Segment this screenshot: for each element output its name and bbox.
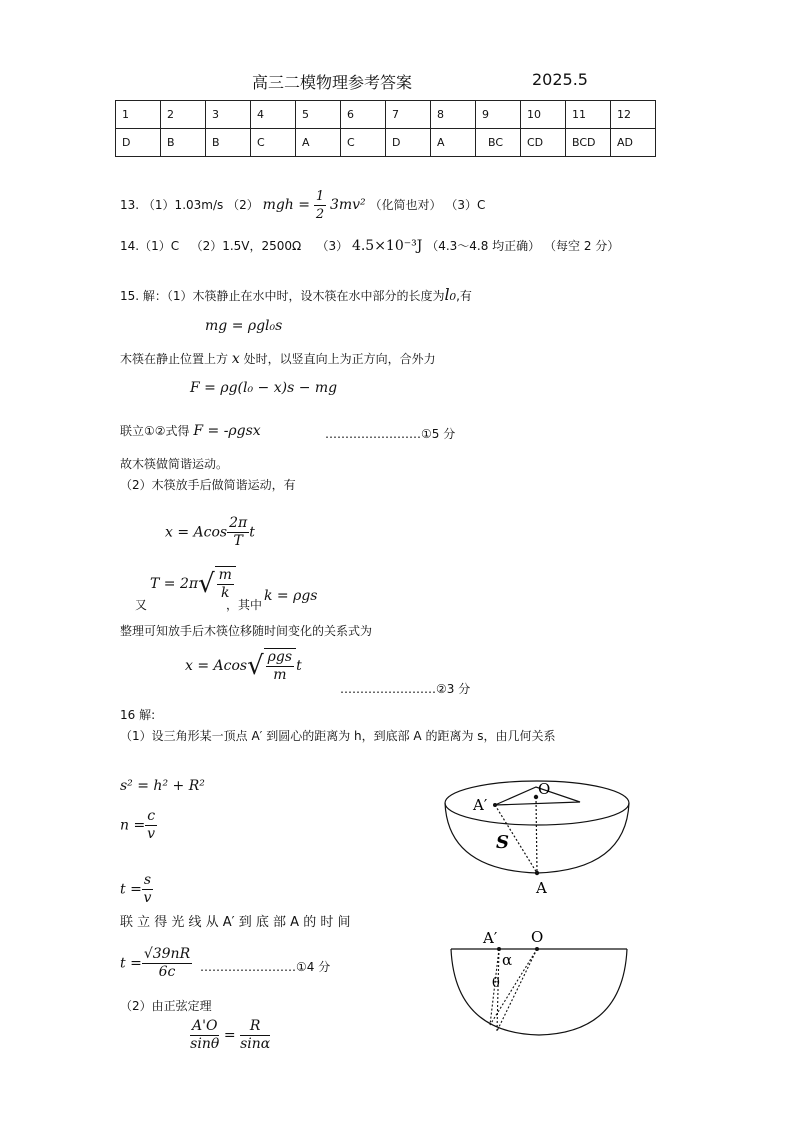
q15-part2: （2）木筷放手后做简谐运动，有 xyxy=(120,478,296,492)
fraction-numerator: 2π xyxy=(229,515,248,531)
eq-fraction xyxy=(142,946,192,981)
table-cell: C xyxy=(251,129,296,157)
q15-x-symbol: x xyxy=(231,351,240,367)
eq-lhs: x = Acos xyxy=(185,658,248,674)
table-cell: 10 xyxy=(521,101,566,129)
q13-part1: （1）1.03m/s xyxy=(142,198,224,212)
label-o: O xyxy=(538,780,551,798)
q14-value: 4.5×10⁻³J xyxy=(351,238,423,254)
q13-line xyxy=(120,188,485,223)
q15-equation-7 xyxy=(185,648,302,684)
q16-equation-2 xyxy=(120,808,157,843)
q15-summary: 整理可知放手后木筷位移随时间变化的关系式为 xyxy=(120,624,373,638)
table-cell: 2 xyxy=(161,101,206,129)
table-cell: CD xyxy=(521,129,566,157)
fraction-numerator: c xyxy=(147,808,156,824)
table-cell: 11 xyxy=(566,101,611,129)
q15-l0-symbol: l₀ xyxy=(444,285,457,304)
label-a-prime: A′ xyxy=(473,796,488,814)
eq-fraction xyxy=(266,649,294,684)
q15-equation-1: mg = ρgl₀s xyxy=(205,318,283,334)
fraction-denominator: v xyxy=(143,890,152,906)
q16-part1: （1）设三角形某一顶点 A′ 到圆心的距离为 h，到底部 A 的距离为 s，由几何关系 xyxy=(120,729,556,743)
table-cell: BCD xyxy=(566,129,611,157)
q15-equation-5 xyxy=(150,566,236,602)
q13-number: 13. xyxy=(120,198,140,212)
q16-equation-3 xyxy=(120,872,153,907)
q13-part2-label: （2） xyxy=(227,198,259,212)
fraction-numerator: s xyxy=(143,872,151,888)
q13-part3: （3）C xyxy=(445,198,486,212)
label-theta: θ xyxy=(492,976,500,991)
table-cell: 8 xyxy=(431,101,476,129)
sqrt-icon: √ $\frac{m}{k}$ xyxy=(198,566,236,602)
table-cell: C xyxy=(341,129,386,157)
q15-you: 又 xyxy=(135,598,148,612)
q14-part2: （2）1.5V，2500Ω xyxy=(190,239,302,253)
eq-lhs: t = xyxy=(120,881,142,898)
eq-t: t xyxy=(296,658,302,674)
table-cell: 12 xyxy=(611,101,656,129)
page-date: 2025.5 xyxy=(532,70,588,89)
q14-part3-label: （3） xyxy=(316,239,349,253)
table-cell: AD xyxy=(611,129,656,157)
answer-table-answers-row xyxy=(116,129,656,157)
q15-line-2a: 木筷在静止位置上方 xyxy=(120,352,229,366)
q15-equation-2: F = ρg(l₀ − x)s − mg xyxy=(190,380,338,396)
table-cell: 1 xyxy=(116,101,161,129)
q13-equation-rhs: 3mv² xyxy=(329,197,366,213)
q13-equation-fraction xyxy=(314,188,326,223)
answer-table xyxy=(115,100,656,157)
cross-section-diagram xyxy=(445,925,635,1045)
fraction-denominator: k xyxy=(221,585,230,601)
q15-combine-line xyxy=(120,422,261,439)
q16-score: ……………………①4 分 xyxy=(200,960,331,974)
fraction-denominator: T xyxy=(233,533,243,549)
page-title: 高三二模物理参考答案 xyxy=(252,73,413,92)
table-cell: D xyxy=(116,129,161,157)
q14-number: 14. xyxy=(120,239,140,253)
table-cell: D xyxy=(386,129,431,157)
eq-fraction xyxy=(145,808,157,843)
q15-equation-6: k = ρgs xyxy=(264,588,318,604)
bottom-point-a xyxy=(535,871,539,875)
q15-intro-text: 15. 解：（1）木筷静止在水中时，设木筷在水中部分的长度为 xyxy=(120,289,445,303)
eq-fraction-left xyxy=(190,1018,219,1053)
q15-equation-3: F = -ρgsx xyxy=(193,423,261,439)
eq-fraction-right xyxy=(240,1018,270,1053)
label-a-prime: A′ xyxy=(483,929,498,947)
table-cell: 4 xyxy=(251,101,296,129)
q14-range: （4.3～4.8 均正确） xyxy=(426,239,541,253)
q13-equation-lhs: mgh = xyxy=(262,197,310,213)
q15-score-2: ……………………②3 分 xyxy=(340,682,471,696)
fraction-denominator: v xyxy=(147,826,156,842)
q15-equation-4 xyxy=(165,515,255,550)
fraction-numerator: R xyxy=(240,1018,270,1036)
fraction-denominator: 6c xyxy=(158,964,176,980)
fraction-denominator: sinα xyxy=(240,1036,271,1052)
q15-intro-end: ,有 xyxy=(456,289,472,303)
table-cell: B xyxy=(206,129,251,157)
hemisphere-diagram xyxy=(440,760,640,900)
eq-lhs: t = xyxy=(120,955,142,972)
q16-part2: （2）由正弦定理 xyxy=(120,999,212,1013)
table-cell: 3 xyxy=(206,101,251,129)
table-cell: BC xyxy=(476,129,521,157)
equals-sign: = xyxy=(223,1027,236,1044)
q15-line-2 xyxy=(120,350,436,367)
eq-lhs: n = xyxy=(120,817,146,834)
table-cell: 6 xyxy=(341,101,386,129)
table-cell: 7 xyxy=(386,101,431,129)
q14-note: （每空 2 分） xyxy=(544,239,620,253)
fraction-denominator: m xyxy=(273,667,287,683)
q16-equation-5 xyxy=(190,1018,270,1053)
sqrt-icon: √ $\frac{\text{ρgs}}{m}$ xyxy=(247,648,296,684)
label-alpha: α xyxy=(502,951,513,969)
radius-line xyxy=(536,797,537,873)
table-cell: B xyxy=(161,129,206,157)
fraction-numerator: √39nR xyxy=(143,946,191,962)
fraction-numerator: 1 xyxy=(315,189,325,204)
q13-note: （化简也对） xyxy=(369,198,442,212)
semicircle-arc xyxy=(451,949,627,1035)
q15-combine-text: 联立①②式得 xyxy=(120,424,190,438)
fraction-numerator: m xyxy=(218,567,232,583)
table-cell: A xyxy=(431,129,476,157)
q15-intro xyxy=(120,285,472,304)
q16-equation-4 xyxy=(120,946,192,981)
eq-fraction xyxy=(142,872,153,907)
q16-equation-1: s² = h² + R² xyxy=(120,778,205,794)
q15-qizhong: ，其中 xyxy=(226,598,263,612)
fraction-numerator: A'O xyxy=(192,1018,218,1034)
label-o: O xyxy=(531,928,544,946)
table-cell: A xyxy=(296,129,341,157)
table-cell: 5 xyxy=(296,101,341,129)
fraction-numerator: ρgs xyxy=(267,649,293,665)
q14-line xyxy=(120,237,619,254)
q16-combine: 联 立 得 光 线 从 A′ 到 底 部 A 的 时 间 xyxy=(120,915,351,930)
q15-line-2b: 处时，以竖直向上为正方向，合外力 xyxy=(243,352,436,366)
label-a: A xyxy=(536,879,547,897)
table-cell: 9 xyxy=(476,101,521,129)
eq-t: t xyxy=(249,524,255,541)
fraction-denominator: 2 xyxy=(315,207,325,222)
eq-lhs: x = Acos xyxy=(165,524,228,541)
label-s: S xyxy=(496,832,509,853)
q15-score-1: ……………………①5 分 xyxy=(325,427,456,441)
eq-lhs: T = 2π xyxy=(150,576,199,592)
q16-title: 16 解: xyxy=(120,708,156,722)
q15-conclusion: 故木筷做简谐运动。 xyxy=(120,457,229,471)
q14-part1: （1）C xyxy=(139,239,180,253)
eq-fraction xyxy=(227,515,249,550)
answer-table-numbers-row xyxy=(116,101,656,129)
fraction-denominator: sinθ xyxy=(190,1036,220,1052)
